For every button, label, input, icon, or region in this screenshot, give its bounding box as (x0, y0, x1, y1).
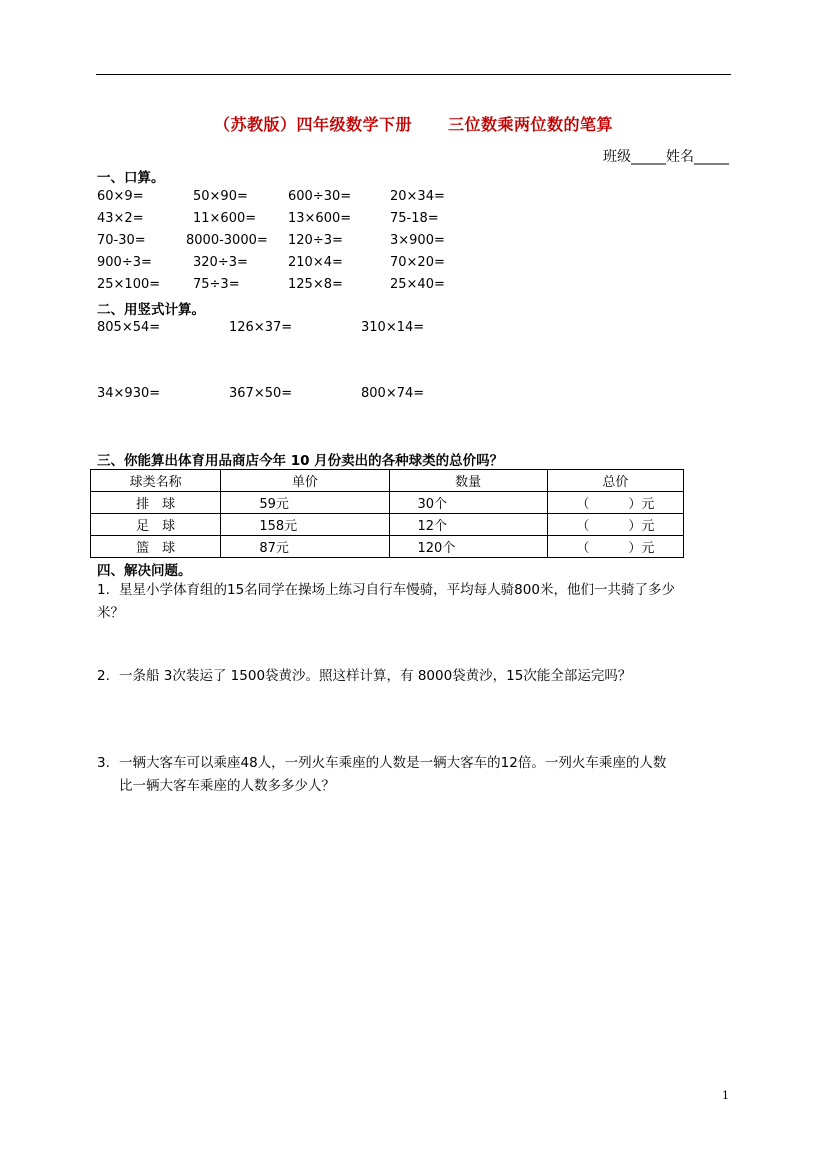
oral-calc-item: 75÷3= (193, 277, 240, 292)
oral-calc-item: 20×34= (390, 189, 445, 204)
page-title (0, 112, 827, 135)
table-cell: 篮 球 (91, 536, 221, 558)
oral-calc-item: 60×9= (97, 189, 144, 204)
problem-text: 一辆大客车可以乘座48人，一列火车乘座的人数是一辆大客车的12倍。一列火车乘座的人数 (119, 755, 667, 771)
problem-number: 1. (97, 582, 110, 598)
problem-text-cont: 米？ (97, 605, 124, 621)
word-problem-2 (97, 665, 730, 688)
oral-calc-item: 25×40= (390, 277, 445, 292)
problem-text-cont: 比一辆大客车乘座的人数多多少人？ (119, 778, 335, 794)
problem-text: 星星小学体育组的15名同学在操场上练习自行车慢骑，平均每人骑800米，他们一共骑了多少 (119, 582, 675, 598)
oral-calc-item: 120÷3= (288, 233, 343, 248)
oral-calc-item: 600÷30= (288, 189, 352, 204)
table-cell: 120个 (389, 536, 547, 558)
title-right: 三位数乘两位数的笔算 (448, 115, 614, 134)
table-row (91, 492, 684, 514)
table-cell: 87元 (221, 536, 389, 558)
table-cell: 足 球 (91, 514, 221, 536)
oral-calc-item: 11×600= (193, 211, 257, 226)
vertical-calc-item: 310×14= (361, 320, 425, 335)
class-name-field: 班级_____姓名_____ (603, 149, 729, 165)
oral-calc-item: 900÷3= (97, 255, 152, 270)
vertical-calc-item: 367×50= (229, 386, 293, 401)
oral-calc-item: 25×100= (97, 277, 161, 292)
answer-blank[interactable]: （ ）元 (547, 492, 683, 514)
table-cell: 12个 (389, 514, 547, 536)
vertical-calc-item: 805×54= (97, 320, 161, 335)
oral-calc-item: 8000-3000= (186, 233, 268, 248)
table-row (91, 536, 684, 558)
title-left: （苏教版）四年级数学下册 (213, 115, 412, 134)
header-rule (96, 74, 731, 75)
table-header: 总价 (547, 470, 683, 492)
word-problem-1 (97, 579, 730, 625)
problem-number: 2. (97, 668, 110, 684)
problem-text: 一条船 3次装运了 1500袋黄沙。照这样计算，有 8000袋黄沙，15次能全部运完吗？ (119, 668, 632, 684)
problem-number: 3. (97, 755, 110, 771)
word-problem-3 (97, 752, 730, 798)
answer-blank[interactable]: （ ）元 (547, 514, 683, 536)
oral-calc-item: 3×900= (390, 233, 445, 248)
table-header: 数量 (389, 470, 547, 492)
oral-calc-item: 70-30= (97, 233, 146, 248)
table-header: 单价 (221, 470, 389, 492)
table-header: 球类名称 (91, 470, 221, 492)
oral-calc-item: 43×2= (97, 211, 144, 226)
oral-calc-item: 210×4= (288, 255, 343, 270)
section2-heading: 二、用竖式计算。 (97, 302, 205, 318)
section3-heading: 三、你能算出体育用品商店今年 10 月份卖出的各种球类的总价吗？ (97, 453, 504, 469)
section4-heading: 四、解决问题。 (97, 563, 192, 579)
oral-calc-item: 125×8= (288, 277, 343, 292)
oral-calc-item: 320÷3= (193, 255, 248, 270)
vertical-calc-item: 126×37= (229, 320, 293, 335)
page-number: 1 (722, 1089, 729, 1102)
oral-calc-item: 13×600= (288, 211, 352, 226)
vertical-calc-item: 800×74= (361, 386, 425, 401)
answer-blank[interactable]: （ ）元 (547, 536, 683, 558)
table-cell: 排 球 (91, 492, 221, 514)
oral-calc-item: 50×90= (193, 189, 248, 204)
table-cell: 59元 (221, 492, 389, 514)
table-row (91, 514, 684, 536)
section1-heading: 一、口算。 (97, 170, 165, 186)
table-header-row (91, 470, 684, 492)
price-table (90, 469, 684, 558)
oral-calc-item: 70×20= (390, 255, 445, 270)
table-cell: 158元 (221, 514, 389, 536)
table-cell: 30个 (389, 492, 547, 514)
oral-calc-item: 75-18= (390, 211, 439, 226)
vertical-calc-item: 34×930= (97, 386, 161, 401)
